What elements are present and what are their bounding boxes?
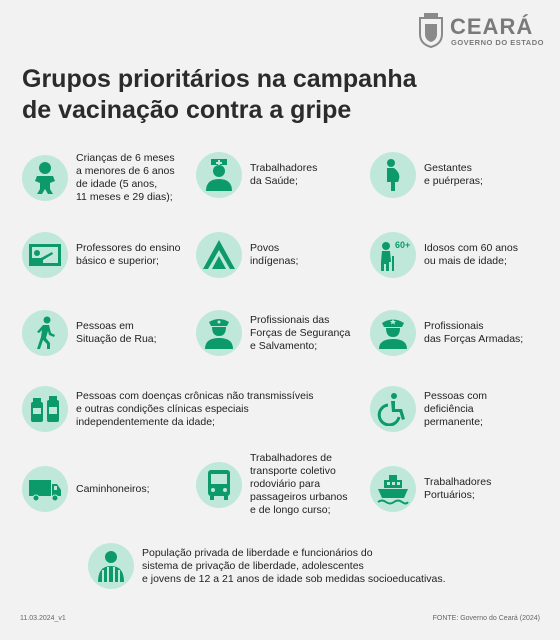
title-line-1: Grupos prioritários na campanha [22,65,417,93]
teacher-icon [28,238,62,272]
icon-circle [370,310,416,356]
icon-circle [22,155,68,201]
group-label: Crianças de 6 meses a menores de 6 anos de idade (5 anos, 11 meses e 29 dias); [76,152,175,203]
wheelchair-icon [376,392,410,426]
icon-circle [196,232,242,278]
group-label: Professores do ensino básico e superior; [76,242,181,267]
group-label: Trabalhadores Portuários; [424,476,492,501]
military-officer-icon [376,316,410,350]
police-officer-icon [202,316,236,350]
group-armed-forces [370,310,523,356]
group-label: Pessoas em Situação de Rua; [76,320,157,345]
icon-circle [196,462,242,508]
page-title [22,64,417,126]
group-label: Caminhoneiros; [76,482,150,495]
group-label: Profissionais das Forças de Segurança e Salvamento; [250,313,351,352]
group-children [22,152,175,204]
medicine-bottles-icon [28,392,62,426]
version-label: 11.03.2024_v1 [20,615,66,622]
group-health-workers [196,152,317,198]
baby-icon [28,161,62,195]
group-label: Idosos com 60 anos ou mais de idade; [424,242,518,267]
indigenous-icon [202,238,236,272]
icon-circle [370,152,416,198]
group-truck-drivers [22,466,150,512]
icon-circle [196,310,242,356]
ceara-logo [418,12,548,50]
icon-circle [370,466,416,512]
group-label: Povos indígenas; [250,242,299,267]
icon-circle [22,386,68,432]
group-prison-population [88,543,446,589]
group-chronic-diseases [22,386,314,432]
svg-text:60+: 60+ [395,240,410,250]
group-pregnant [370,152,483,198]
icon-circle [22,232,68,278]
icon-circle [22,466,68,512]
logo-name: CEARÁ [450,14,534,39]
source-label: FONTE: Governo do Ceará (2024) [432,615,540,622]
health-worker-icon [202,158,236,192]
bus-icon [202,468,236,502]
logo-subtitle: GOVERNO DO ESTADO [451,38,544,47]
group-port-workers [370,466,491,512]
group-label: Profissionais das Forças Armadas; [424,320,524,345]
group-label: Trabalhadores de transporte coletivo rodoviário para passageiros urbanos e de longo curso; [250,452,348,516]
icon-circle [370,386,416,432]
group-homeless [22,310,157,356]
group-disability [370,386,487,432]
group-security-forces [196,310,350,356]
truck-icon [28,472,62,506]
icon-circle [88,543,134,589]
group-label: Pessoas com deficiência permanente; [424,389,488,428]
state-crest-icon [418,12,444,48]
icon-circle [22,310,68,356]
group-label: Gestantes e puérperas; [424,162,483,187]
group-label: Pessoas com doenças crônicas não transmissíveis e outras condições clínicas especiais independentemente da idade; [76,389,314,428]
group-label: População privada de liberdade e funcionários do sistema de privação de liberdade, adolescentes e jovens de 12 a 21 anos de idade sob medidas socioeducativas. [142,546,446,585]
group-bus-workers [196,452,347,517]
pregnant-woman-icon [376,158,410,192]
prisoner-icon [94,549,128,583]
group-elderly [370,232,518,278]
icon-circle [196,152,242,198]
ship-icon [376,472,410,506]
title-line-2: de vacinação contra a gripe [22,96,352,124]
group-label: Trabalhadores da Saúde; [250,162,318,187]
group-teachers [22,232,180,278]
elderly-icon [376,238,410,272]
icon-circle [370,232,416,278]
walking-person-icon [28,316,62,350]
group-indigenous [196,232,298,278]
